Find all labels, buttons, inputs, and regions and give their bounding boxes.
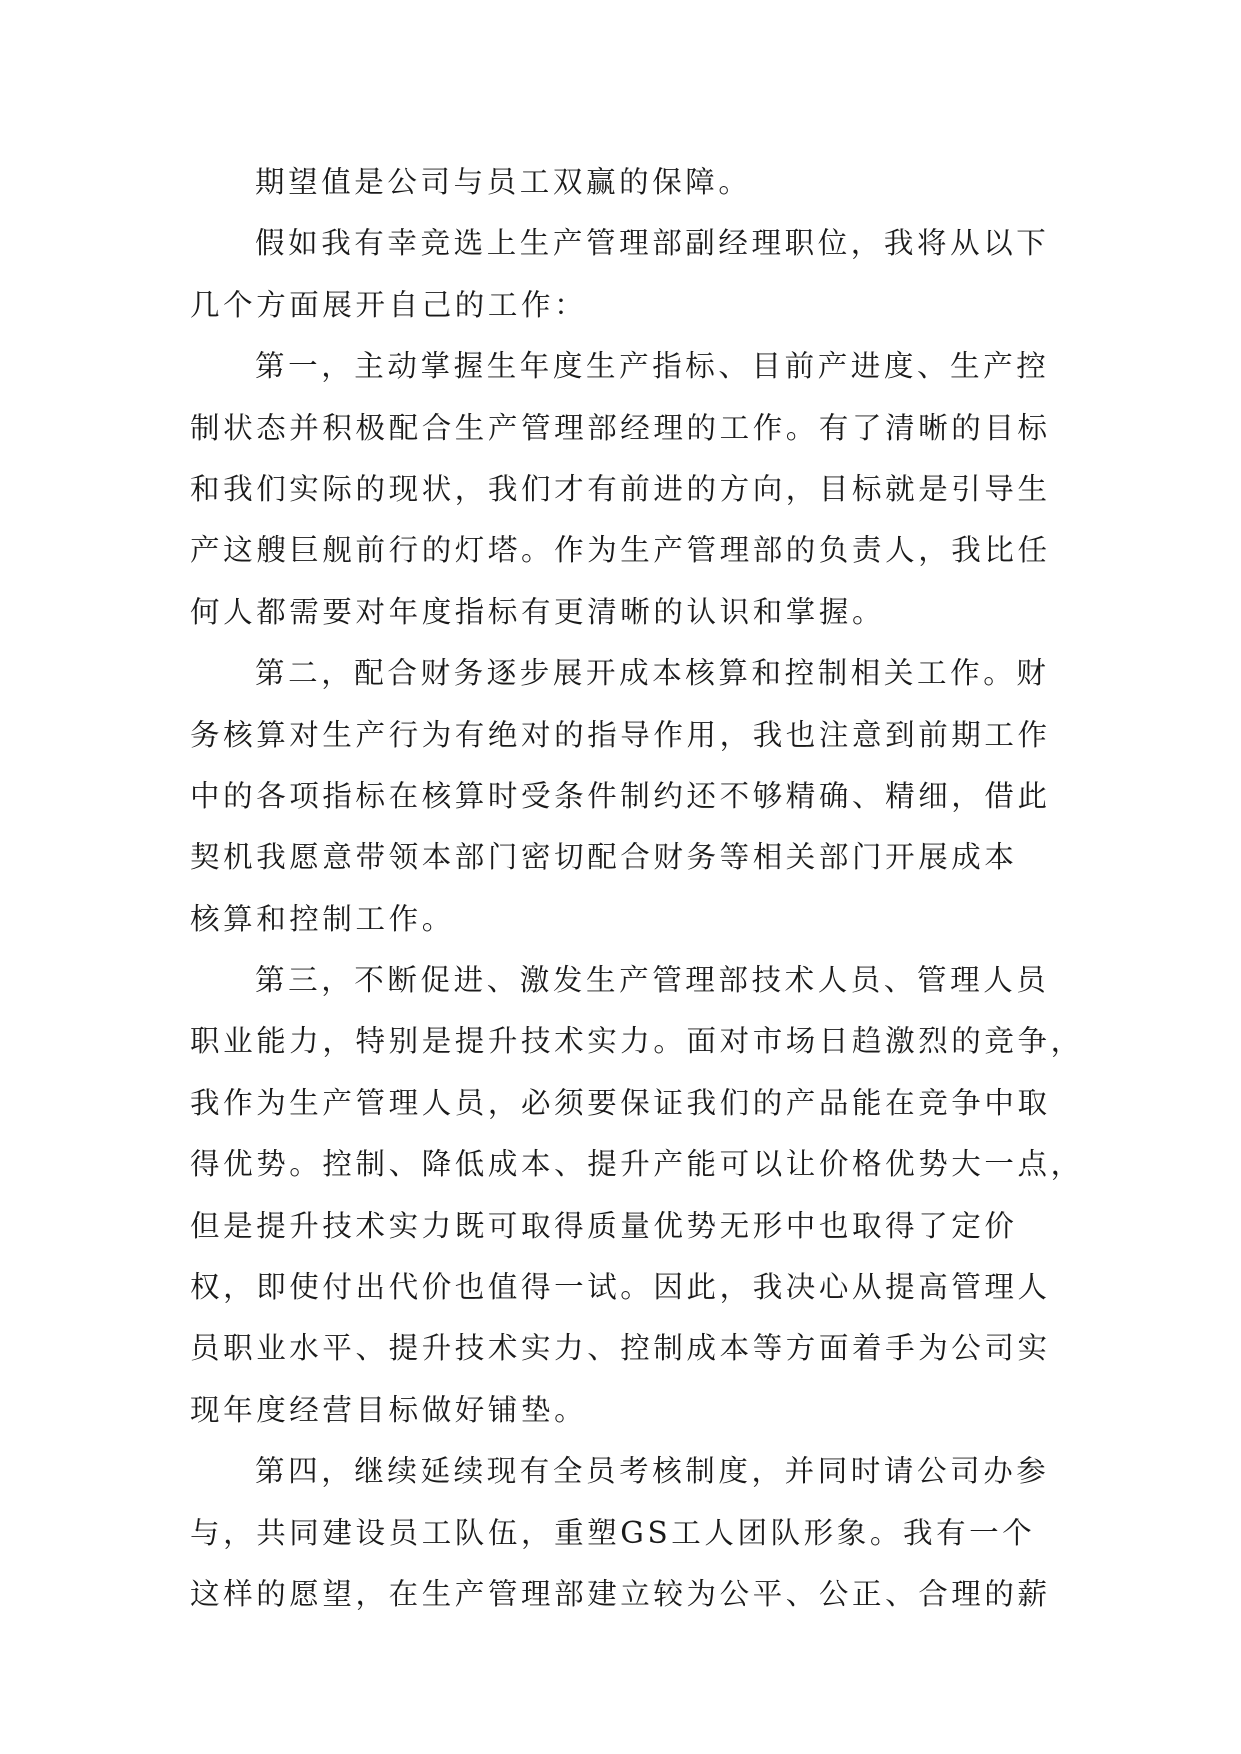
paragraph-line: 假如我有幸竞选上生产管理部副经理职位，我将从以下: [255, 226, 1050, 261]
paragraph-line: 产这艘巨舰前行的灯塔。作为生产管理部的负责人，我比任: [190, 533, 1051, 568]
paragraph-line: 核算和控制工作。: [190, 901, 455, 936]
paragraph-line: 我作为生产管理人员，必须要保证我们的产品能在竞争中取: [190, 1085, 1051, 1120]
paragraph-line: 第二，配合财务逐步展开成本核算和控制相关工作。财: [255, 656, 1050, 691]
paragraph-line: 和我们实际的现状，我们才有前进的方向，目标就是引导生: [190, 471, 1051, 506]
paragraph-line: 职业能力，特别是提升技术实力。面对市场日趋激烈的竞争，: [190, 1024, 1084, 1059]
paragraph-line: 中的各项指标在核算时受条件制约还不够精确、精细，借此: [190, 778, 1051, 813]
paragraph-line: 几个方面展开自己的工作：: [190, 287, 588, 322]
paragraph-line: 第三，不断促进、激发生产管理部技术人员、管理人员: [255, 963, 1050, 998]
body-text: [190, 152, 1084, 1625]
paragraph-line: 制状态并积极配合生产管理部经理的工作。有了清晰的目标: [190, 410, 1051, 445]
paragraph-line: 员职业水平、提升技术实力、控制成本等方面着手为公司实: [190, 1331, 1051, 1366]
paragraph-line: 契机我愿意带领本部门密切配合财务等相关部门开展成本: [190, 840, 1018, 875]
paragraph-line: 第一，主动掌握生年度生产指标、目前产进度、生产控: [255, 349, 1050, 384]
paragraph-line: 但是提升技术实力既可取得质量优势无形中也取得了定价: [190, 1208, 1018, 1243]
paragraph-line: 第四，继续延续现有全员考核制度，并同时请公司办参: [255, 1454, 1050, 1489]
paragraph-line: 权，即使付出代价也值得一试。因此，我决心从提高管理人: [190, 1270, 1051, 1305]
paragraph-line: 得优势。控制、降低成本、提升产能可以让价格优势大一点，: [190, 1147, 1084, 1182]
paragraph-line: 这样的愿望，在生产管理部建立较为公平、公正、合理的薪: [190, 1576, 1051, 1611]
paragraph-line: 期望值是公司与员工双赢的保障。: [255, 165, 752, 199]
paragraph-line: 现年度经营目标做好铺垫。: [190, 1392, 588, 1427]
paragraph-line: 何人都需要对年度指标有更清晰的认识和掌握。: [190, 594, 886, 629]
paragraph-line: 务核算对生产行为有绝对的指导作用，我也注意到前期工作: [190, 717, 1051, 752]
paragraph-line: 与，共同建设员工队伍，重塑GS工人团队形象。我有一个: [190, 1515, 1036, 1550]
